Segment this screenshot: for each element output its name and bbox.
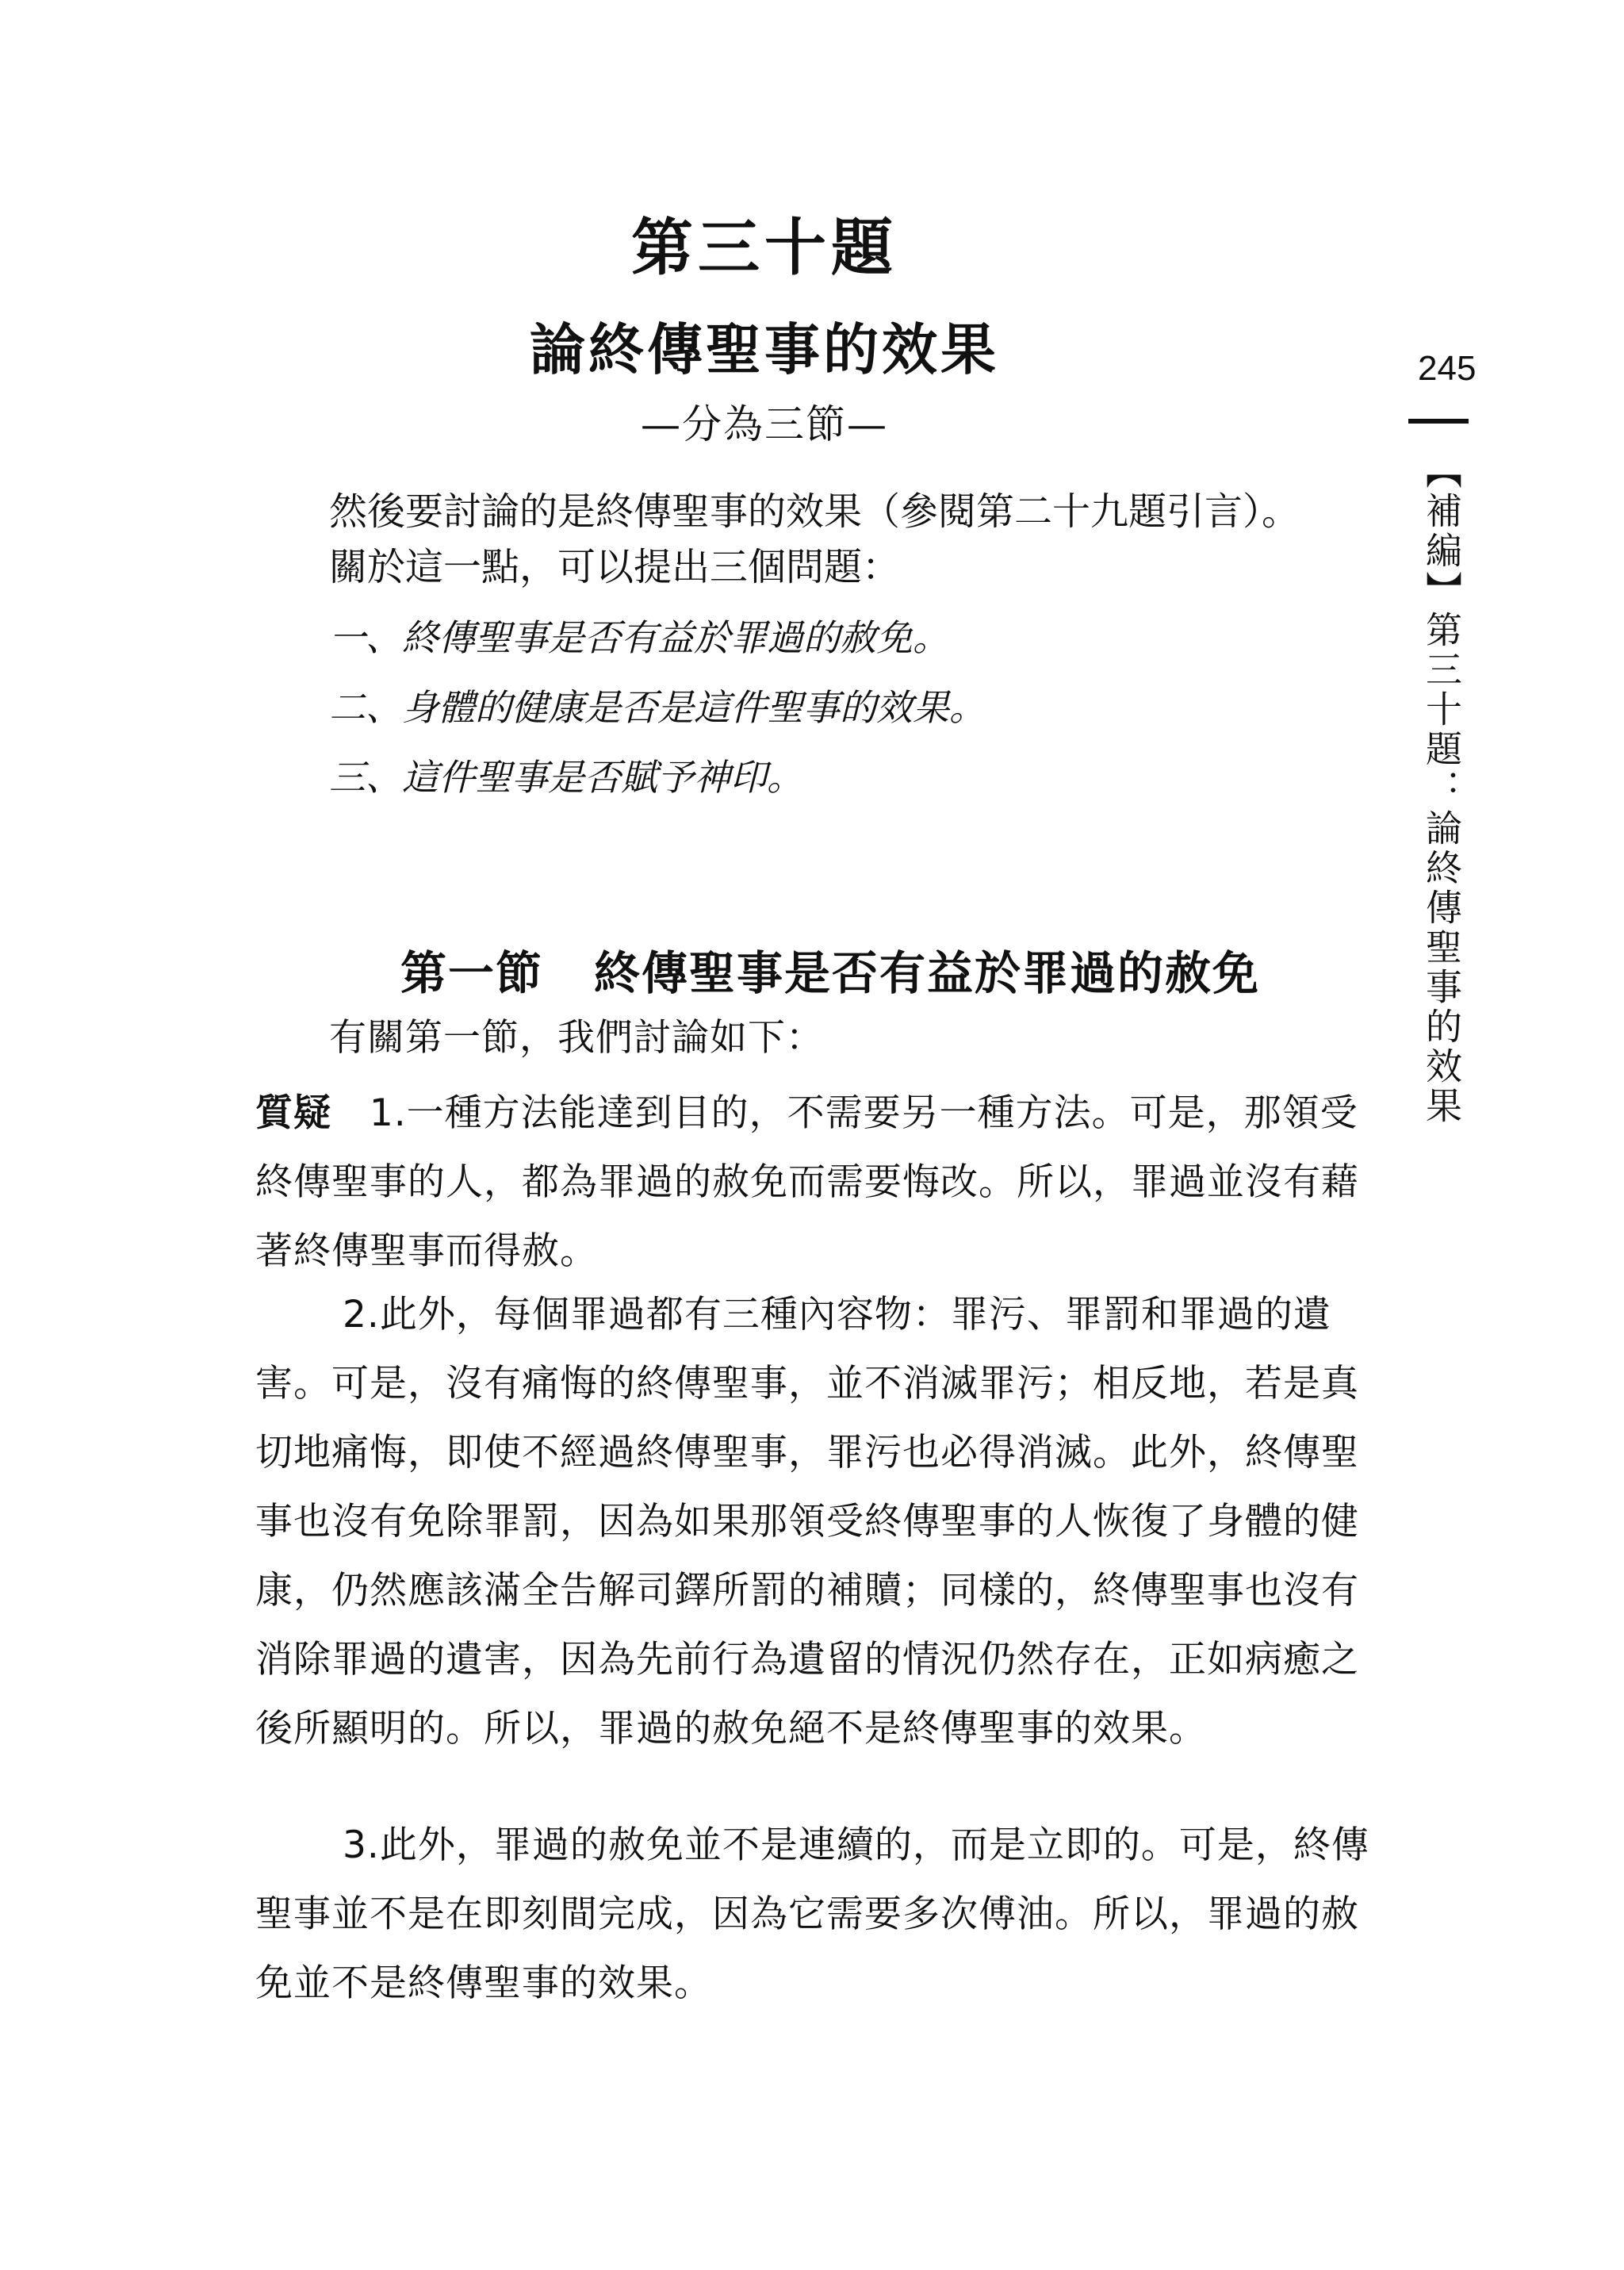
objection-3	[255, 1811, 1373, 2018]
running-head: 【補編】第三十題：論終傳聖事的效果	[1420, 452, 1463, 1126]
margin-rule	[1408, 419, 1469, 424]
intro-line-2: 關於這一點，可以提出三個問題：	[329, 545, 901, 589]
paragraph-3: 3.此外，罪過的赦免並不是連續的，而是立即的。可是，終傳聖事並不是在即刻間完成，因為它需要多次傅油。所以，罪過的赦免並不是終傳聖事的效果。	[255, 1823, 1369, 2005]
objection-2	[255, 1280, 1373, 1763]
objection-label: 質疑	[255, 1091, 331, 1135]
page-number: 245	[1418, 349, 1477, 388]
section-number: 第一節	[400, 946, 544, 1000]
question-item: 一、終傳聖事是否有益於罪過的赦免。	[329, 616, 949, 659]
main-title: 論終傳聖事的效果	[530, 316, 999, 382]
question-item: 二、身體的健康是否是這件聖事的效果。	[329, 686, 986, 729]
section-title: 終傳聖事是否有益於罪過的赦免	[594, 946, 1261, 1000]
chapter-title: 第三十題	[630, 212, 898, 284]
intro-text	[329, 484, 1300, 595]
paragraph-2: 2.此外，每個罪過都有三種內容物：罪污、罪罰和罪過的遺害。可是，沒有痛悔的終傳聖事，並不消滅罪污；相反地，若是真切地痛悔，即使不經過終傳聖事，罪污也必得消滅。此外，終傳聖事也沒有免除罪罰，因為如果那領受終傳聖事的人恢復了身體的健康，仍然應該滿全告解司鐸所罰的補贖；同樣的，終傳聖事也沒有消除罪過的遺害，因為先前行為遺留的情況仍然存在，正如病癒之後所顯明的。所以，罪過的赦免絕不是終傳聖事的效果。	[255, 1293, 1359, 1750]
section-heading	[400, 936, 1260, 1003]
section-intro: 有關第一節，我們討論如下：	[329, 1016, 824, 1060]
objection-1	[255, 1079, 1373, 1286]
paragraph-1: 1.一種方法能達到目的，不需要另一種方法。可是，那領受終傳聖事的人，都為罪過的赦免而需要悔改。所以，罪過並沒有藉著終傳聖事而得赦。	[255, 1091, 1359, 1273]
subtitle: —分為三節—	[641, 401, 888, 447]
question-list	[329, 603, 986, 812]
question-item: 三、這件聖事是否賦予神印。	[329, 756, 803, 799]
intro-line-1: 然後要討論的是終傳聖事的效果（參閱第二十九題引言）。	[329, 489, 1300, 534]
